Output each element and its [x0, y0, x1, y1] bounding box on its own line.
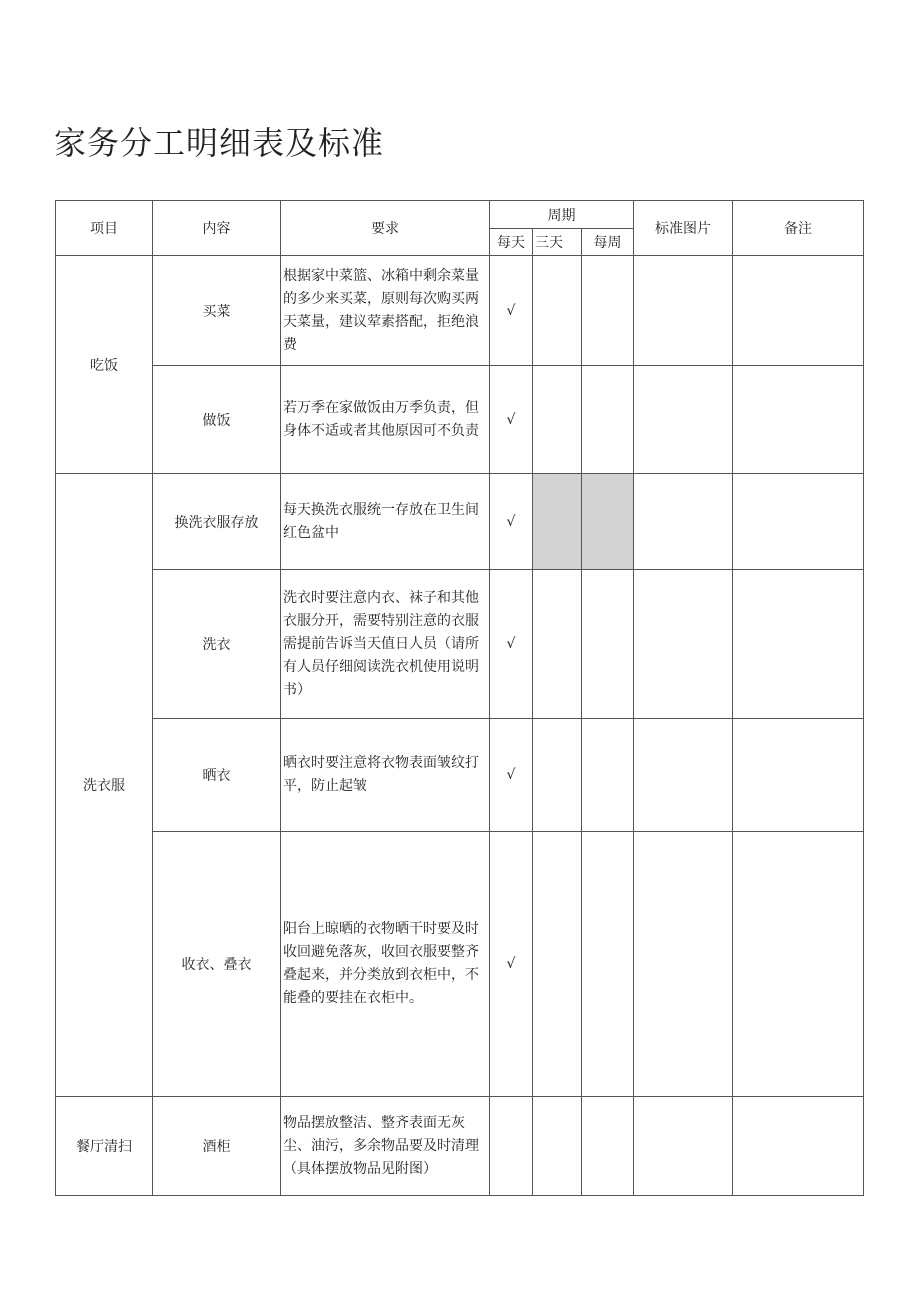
row-requirement: 洗衣时要注意内衣、袜子和其他衣服分开，需要特别注意的衣服需提前告诉当天值日人员（请所有人员仔细阅读洗衣机使用说明书） — [281, 570, 490, 719]
row-daily-check: √ — [490, 832, 533, 1097]
row-content: 晒衣 — [153, 719, 281, 832]
header-remarks: 备注 — [733, 201, 864, 256]
row-requirement: 根据家中菜篮、冰箱中剩余菜量的多少来买菜，原则每次购买两天菜量，建议荤素搭配，拒绝浪费 — [281, 256, 490, 366]
row-requirement: 物品摆放整洁、整齐表面无灰尘、油污，多余物品要及时清理（具体摆放物品见附图） — [281, 1097, 490, 1196]
row-requirement: 每天换洗衣服统一存放在卫生间红色盆中 — [281, 474, 490, 570]
row-requirement: 晒衣时要注意将衣物表面皱纹打平，防止起皱 — [281, 719, 490, 832]
header-content: 内容 — [153, 201, 281, 256]
row-content: 收衣、叠衣 — [153, 832, 281, 1097]
row-content: 酒柜 — [153, 1097, 281, 1196]
table-row — [56, 719, 864, 832]
group-dining-cleaning: 餐厅清扫 — [56, 1097, 153, 1196]
chore-table — [55, 200, 864, 1196]
table-row — [56, 474, 864, 570]
group-laundry: 洗衣服 — [56, 474, 153, 1097]
shaded-cell — [582, 474, 634, 570]
row-content: 做饭 — [153, 366, 281, 474]
table-row — [56, 1097, 864, 1196]
header-daily: 每天 — [490, 229, 533, 256]
row-content: 洗衣 — [153, 570, 281, 719]
header-three-days: 三天 — [533, 229, 582, 256]
row-daily-check: √ — [490, 719, 533, 832]
table-row — [56, 570, 864, 719]
row-requirement: 若万季在家做饭由万季负责，但身体不适或者其他原因可不负责 — [281, 366, 490, 474]
table-row — [56, 256, 864, 366]
row-daily-check: √ — [490, 366, 533, 474]
table-row — [56, 832, 864, 1097]
row-daily-check — [490, 1097, 533, 1196]
page-title: 家务分工明细表及标准 — [54, 124, 385, 162]
row-content: 买菜 — [153, 256, 281, 366]
header-standard-image: 标准图片 — [634, 201, 733, 256]
row-requirement: 阳台上晾晒的衣物晒干时要及时收回避免落灰，收回衣服要整齐叠起来，并分类放到衣柜中，不能叠的要挂在衣柜中。 — [281, 832, 490, 1097]
row-content: 换洗衣服存放 — [153, 474, 281, 570]
row-daily-check: √ — [490, 570, 533, 719]
table-row — [56, 366, 864, 474]
header-item: 项目 — [56, 201, 153, 256]
header-weekly: 每周 — [582, 229, 634, 256]
group-eating: 吃饭 — [56, 256, 153, 474]
header-requirement: 要求 — [281, 201, 490, 256]
row-daily-check: √ — [490, 474, 533, 570]
shaded-cell — [533, 474, 582, 570]
row-daily-check: √ — [490, 256, 533, 366]
header-period: 周期 — [490, 201, 634, 229]
